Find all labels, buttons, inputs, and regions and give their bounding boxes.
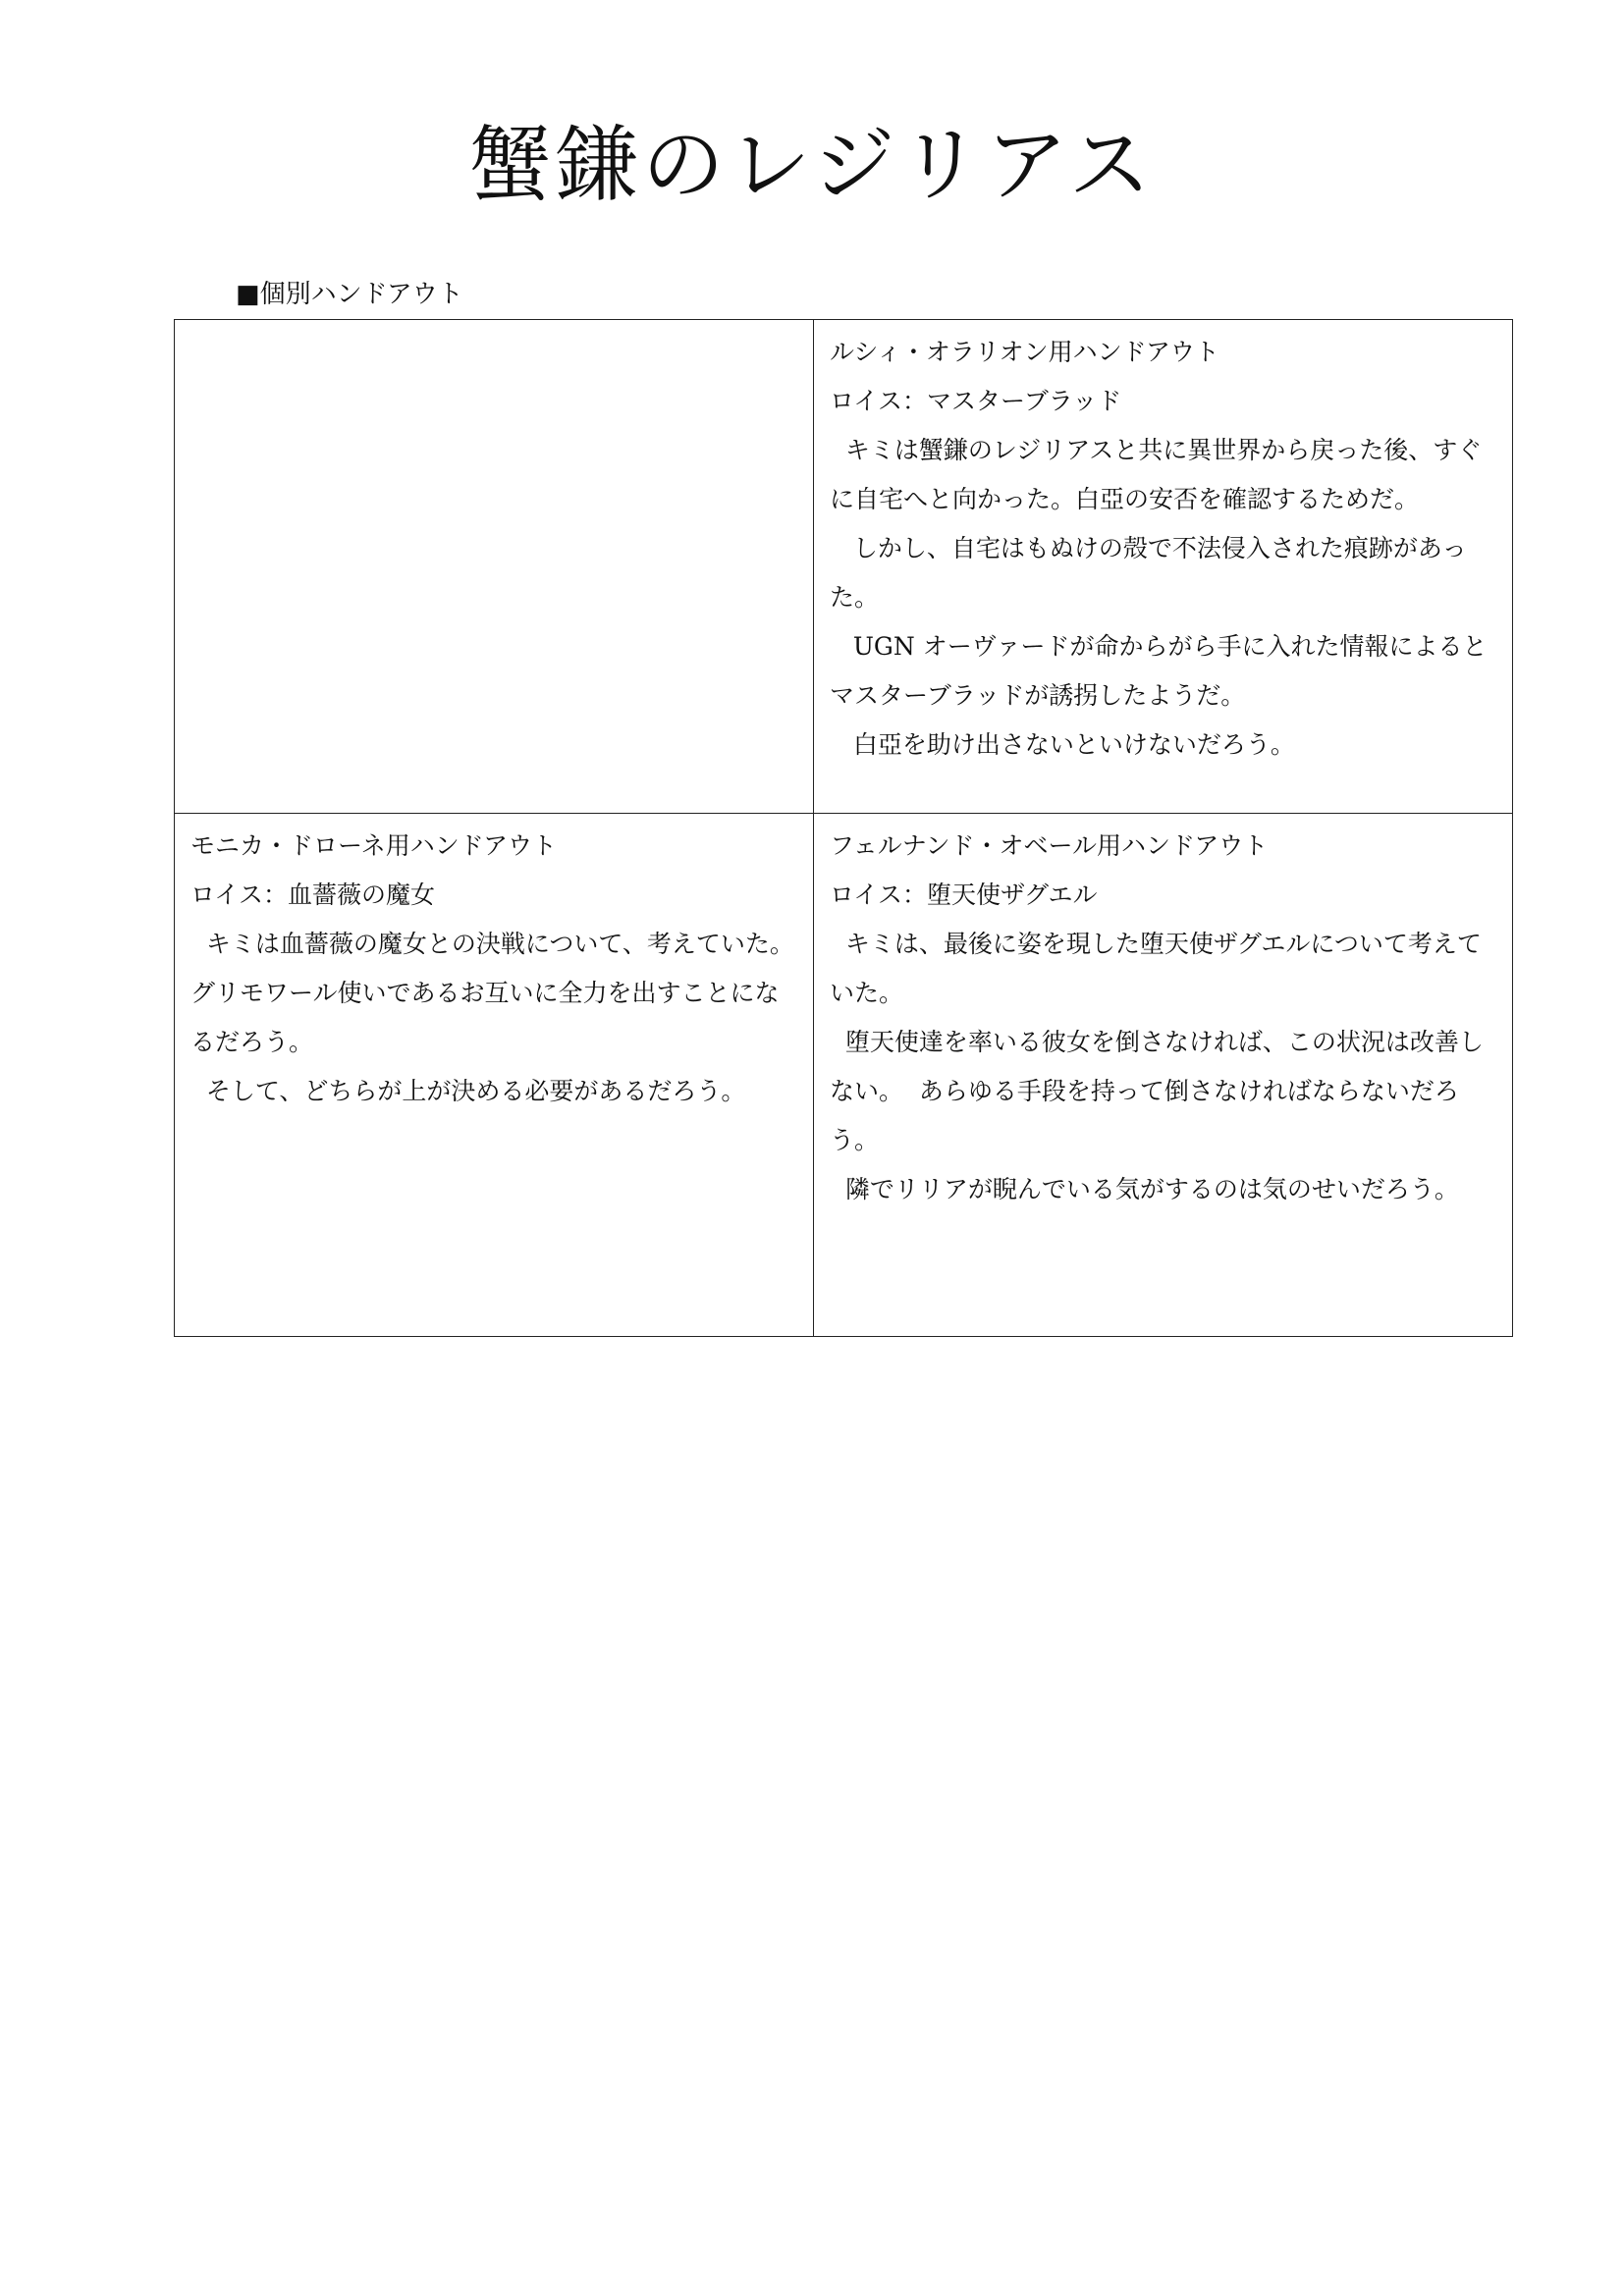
table-row (175, 320, 1513, 814)
handout-heading: ルシィ・オラリオン用ハンドアウト (830, 338, 1219, 366)
handout-heading: フェルナンド・オベール用ハンドアウト (830, 831, 1269, 860)
handout-cell-monica (175, 814, 814, 1337)
handout-lois: ロイス：マスターブラッド (830, 387, 1122, 415)
handout-table (174, 319, 1513, 1337)
document-title: 蟹鎌のレジリアス (468, 117, 1156, 213)
handout-cell-empty (175, 320, 814, 814)
handout-cell-lucy (814, 320, 1513, 814)
handout-lois: ロイス：堕天使ザグエル (830, 881, 1098, 909)
section-label: ■個別ハンドアウト (236, 280, 463, 309)
handout-body: キミは、最後に姿を現した堕天使ザグエルについて考えていた。 堕天使達を率いる彼女を倒さなければ、この状況は改善しない。 あらゆる手段を持って倒さなければならないだろう。 隣でリリアが睨んでいる気がするのは気のせいだろう。 (830, 930, 1484, 1203)
handout-lois: ロイス：血薔薇の魔女 (190, 881, 436, 909)
handout-heading: モニカ・ドローネ用ハンドアウト (190, 831, 558, 860)
handout-body: キミは血薔薇の魔女との決戦について、考えていた。 グリモワール使いであるお互いに全力を出すことになるだろう。 そして、どちらが上が決める必要があるだろう。 (190, 930, 794, 1105)
handout-cell-fernando (814, 814, 1513, 1337)
table-row (175, 814, 1513, 1337)
handout-body: キミは蟹鎌のレジリアスと共に異世界から戻った後、すぐに自宅へと向かった。白亞の安否を確認するためだ。 しかし、自宅はもぬけの殻で不法侵入された痕跡があった。 UGN オーヴァードが命からがら手に入れた情報によるとマスターブラッドが誘拐したようだ。 白亞を助け出さないといけないだろう。 (830, 436, 1488, 759)
